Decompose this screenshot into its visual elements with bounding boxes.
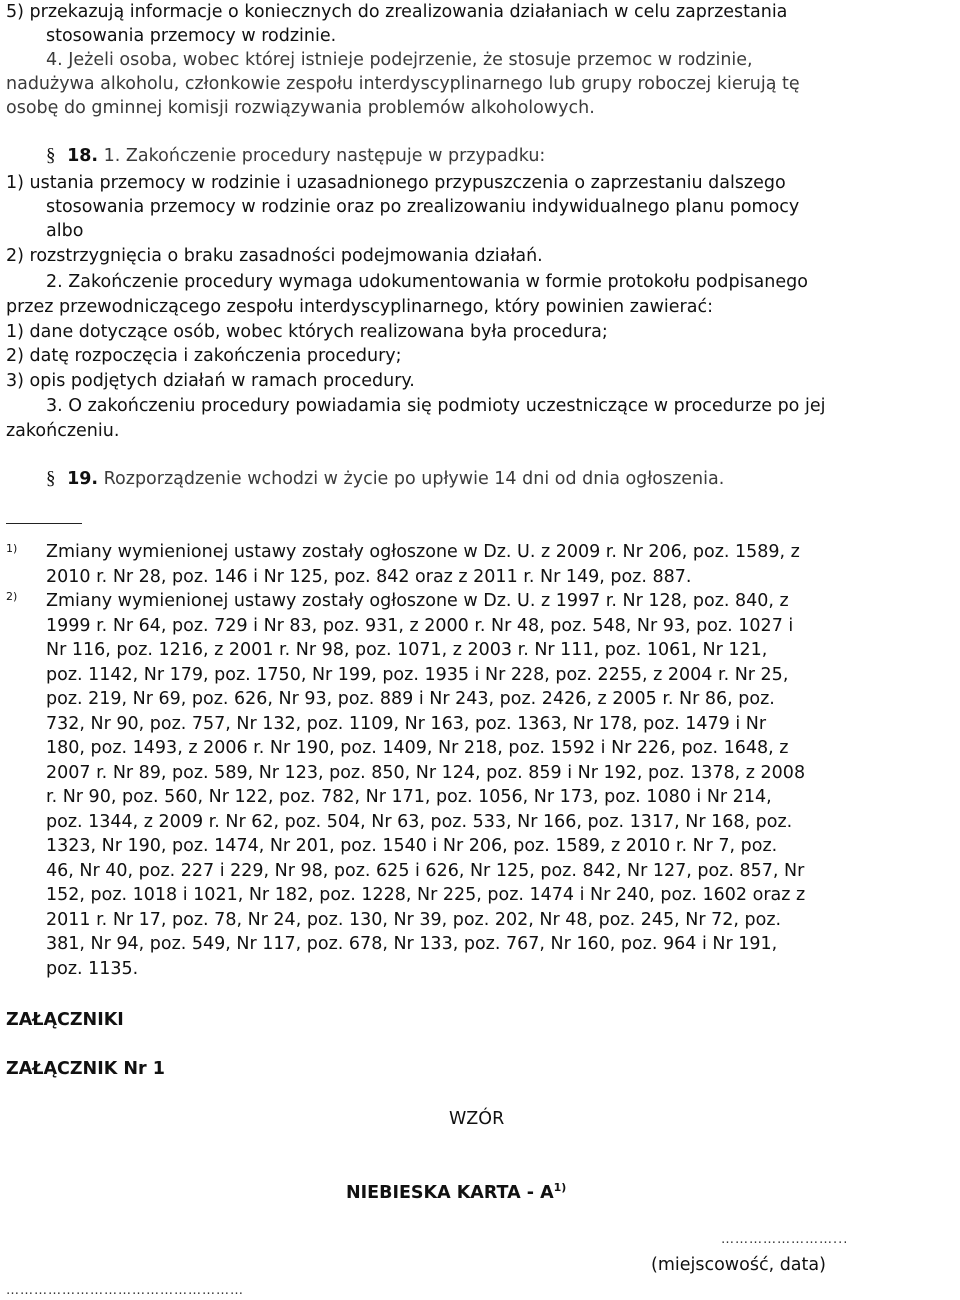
footnote-line: 2011 r. Nr 17, poz. 78, Nr 24, poz. 130, Nr 39, poz. 202, Nr 48, poz. 245, Nr 72, poz. [46,909,782,930]
section-19-text: Rozporządzenie wchodzi w życie po upływie 14 dni od dnia ogłoszenia. [103,469,725,489]
footnote-line: 1999 r. Nr 64, poz. 729 i Nr 83, poz. 931, z 2000 r. Nr 48, poz. 548, Nr 93, poz. 1027 i [46,615,794,636]
section-sign: § [46,145,56,166]
section-18-line-5: 2) rozstrzygnięcia o braku zasadności podejmowania działań. [6,246,543,266]
footnote-line: 1323, Nr 190, poz. 1474, Nr 201, poz. 1540 i Nr 206, poz. 1589, z 2010 r. Nr 7, poz. [46,836,778,856]
place-date-label: (miejscowość, data) [651,1255,826,1275]
footnote-line: poz. 1344, z 2009 r. Nr 62, poz. 504, Nr 63, poz. 533, Nr 166, poz. 1317, Nr 168, poz. [46,811,793,832]
footnote-line: 180, poz. 1493, z 2006 r. Nr 190, poz. 1409, Nr 218, poz. 1592 i Nr 226, poz. 1648, z [46,738,789,758]
section-19 [46,467,724,491]
footnote-1-marker: 1) [6,542,18,555]
card-title [346,1181,566,1205]
footnote-line: Zmiany wymienionej ustawy zostały ogłoszone w Dz. U. z 1997 r. Nr 128, poz. 840, z [46,591,789,611]
list-item-5-line-1: 5) przekazują informacje o koniecznych do zrealizowania działaniach w celu zaprzestania [6,2,788,22]
annex-heading: ZAŁĄCZNIKI [6,1010,124,1030]
footnote-line: 152, poz. 1018 i 1021, Nr 182, poz. 1228, Nr 225, poz. 1474 i Nr 240, poz. 1602 oraz z [46,885,806,905]
section-number: 19. [67,469,99,489]
footnote-2-marker: 2) [6,590,18,603]
footnote-line: 381, Nr 94, poz. 549, Nr 117, poz. 678, Nr 133, poz. 767, Nr 160, poz. 964 i Nr 191, [46,934,778,954]
footnote-separator [6,523,82,524]
para-4-line-2: nadużywa alkoholu, członkowie zespołu interdyscyplinarnego lub grupy roboczej kierują tę [6,74,800,94]
card-title-text: NIEBIESKA KARTA - A [346,1183,554,1203]
section-18-line-12: zakończeniu. [6,421,120,441]
section-18-line-11: 3. O zakończeniu procedury powiadamia się podmioty uczestniczące w procedurze po jej [46,396,826,416]
list-item-5-line-2: stosowania przemocy w rodzinie. [46,26,337,46]
footnote-line: Zmiany wymienionej ustawy zostały ogłoszone w Dz. U. z 2009 r. Nr 206, poz. 1589, z [46,542,800,562]
section-18-heading [46,144,545,168]
section-18-line-3: stosowania przemocy w rodzinie oraz po zrealizowaniu indywidualnego planu pomocy [46,197,800,217]
template-label: WZÓR [449,1109,505,1129]
footnote-line: Nr 116, poz. 1216, z 2001 r. Nr 98, poz. 1071, z 2003 r. Nr 111, poz. 1061, Nr 121, [46,640,768,660]
footnote-line: poz. 1135. [46,958,139,979]
section-18-line-6: 2. Zakończenie procedury wymaga udokumentowania w formie protokołu podpisanego [46,272,808,292]
section-18-line-9: 2) datę rozpoczęcia i zakończenia procedury; [6,346,402,366]
footnote-line: 2010 r. Nr 28, poz. 146 i Nr 125, poz. 842 oraz z 2011 r. Nr 149, poz. 887. [46,566,692,587]
footnote-line: 46, Nr 40, poz. 227 i 229, Nr 98, poz. 625 i 626, Nr 125, poz. 842, Nr 127, poz. 857, Nr [46,860,805,881]
footnote-line: 732, Nr 90, poz. 757, Nr 132, poz. 1109, Nr 163, poz. 1363, Nr 178, poz. 1479 i Nr [46,713,767,734]
section-18-line-4: albo [46,221,84,241]
section-18-line-2: 1) ustania przemocy w rodzinie i uzasadnionego przypuszczenia o zaprzestaniu dalszego [6,173,786,193]
section-18-line-7: przez przewodniczącego zespołu interdyscyplinarnego, który powinien zawierać: [6,297,713,317]
footnote-line: 2007 r. Nr 89, poz. 589, Nr 123, poz. 850, Nr 124, poz. 859 i Nr 192, poz. 1378, z 2008 [46,762,806,783]
annex-subheading: ZAŁĄCZNIK Nr 1 [6,1059,165,1079]
section-18-line-1: 1. Zakończenie procedury następuje w przypadku: [103,146,546,166]
bottom-left-dots: …………………………………………… [6,1283,244,1298]
section-number: 18. [67,146,99,166]
section-18-line-10: 3) opis podjętych działań w ramach procedury. [6,371,415,391]
para-4-line-1: 4. Jeżeli osoba, wobec której istnieje podejrzenie, że stosuje przemoc w rodzinie, [46,50,753,70]
para-4-line-3: osobę do gminnej komisji rozwiązywania problemów alkoholowych. [6,98,595,118]
place-date-dots: ……………………... [721,1232,849,1247]
section-sign: § [46,468,56,489]
footnote-line: poz. 1142, Nr 179, poz. 1750, Nr 199, poz. 1935 i Nr 228, poz. 2255, z 2004 r. Nr 25, [46,664,789,685]
footnote-line: r. Nr 90, poz. 560, Nr 122, poz. 782, Nr 171, poz. 1056, Nr 173, poz. 1080 i Nr 214, [46,787,772,807]
footnote-line: poz. 219, Nr 69, poz. 626, Nr 93, poz. 889 i Nr 243, poz. 2426, z 2005 r. Nr 86, poz. [46,689,775,709]
section-18-line-8: 1) dane dotyczące osób, wobec których realizowana była procedura; [6,322,608,342]
card-title-footnote-ref: 1) [553,1181,567,1195]
